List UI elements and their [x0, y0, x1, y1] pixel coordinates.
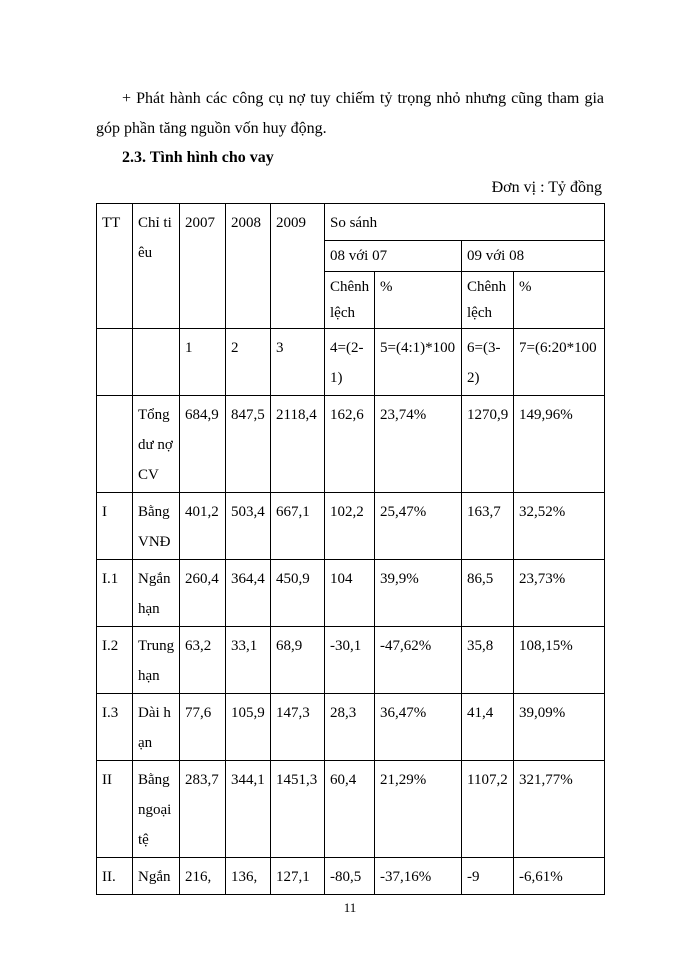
table-cell: 39,09%	[514, 694, 605, 761]
table-cell: 21,29%	[375, 761, 462, 858]
table-cell: 77,6	[180, 694, 226, 761]
table-cell: 216,	[180, 858, 226, 895]
table-cell: 260,4	[180, 560, 226, 627]
table-cell: 6=(3-2)	[462, 329, 514, 396]
table-cell: Bằng VNĐ	[133, 493, 180, 560]
table-cell: 102,2	[325, 493, 375, 560]
table-cell: 401,2	[180, 493, 226, 560]
header-percent-2: %	[514, 272, 605, 329]
table-cell: 25,47%	[375, 493, 462, 560]
table-cell: 86,5	[462, 560, 514, 627]
header-chi-tieu: Chỉ tiêu	[133, 204, 180, 329]
table-cell	[97, 329, 133, 396]
table-row	[97, 493, 605, 560]
table-cell: 32,52%	[514, 493, 605, 560]
table-cell: 63,2	[180, 627, 226, 694]
table-cell: 1270,9	[462, 396, 514, 493]
table-cell	[133, 329, 180, 396]
table-cell: 136,	[226, 858, 271, 895]
table-cell: -30,1	[325, 627, 375, 694]
table-cell: 104	[325, 560, 375, 627]
table-cell: 162,6	[325, 396, 375, 493]
table-cell: I.1	[97, 560, 133, 627]
table-cell: 2	[226, 329, 271, 396]
table-cell: 667,1	[271, 493, 325, 560]
loan-table	[96, 203, 605, 895]
table-row	[97, 694, 605, 761]
table-cell: 68,9	[271, 627, 325, 694]
table-cell: 23,73%	[514, 560, 605, 627]
header-2007: 2007	[180, 204, 226, 329]
table-cell: 108,15%	[514, 627, 605, 694]
header-09-vs-08: 09 với 08	[462, 241, 605, 272]
table-cell: I	[97, 493, 133, 560]
table-row	[97, 627, 605, 694]
table-cell: -37,16%	[375, 858, 462, 895]
table-row	[97, 396, 605, 493]
table-cell: 450,9	[271, 560, 325, 627]
table-cell: Ngắn hạn	[133, 560, 180, 627]
table-cell: 321,77%	[514, 761, 605, 858]
table-cell: 149,96%	[514, 396, 605, 493]
table-cell: Bằng ngoại tệ	[133, 761, 180, 858]
table-cell: Tổng dư nợ CV	[133, 396, 180, 493]
table-cell: 2118,4	[271, 396, 325, 493]
section-heading: 2.3. Tình hình cho vay	[122, 149, 274, 166]
table-cell: 1107,2	[462, 761, 514, 858]
table-cell: 4=(2-1)	[325, 329, 375, 396]
table-cell: 684,9	[180, 396, 226, 493]
table-cell: Trung hạn	[133, 627, 180, 694]
table-cell: 33,1	[226, 627, 271, 694]
header-chenh-lech-2: Chênh lệch	[462, 272, 514, 329]
table-row	[97, 858, 605, 895]
table-cell: Ngắn	[133, 858, 180, 895]
table-cell: -47,62%	[375, 627, 462, 694]
table-cell: 23,74%	[375, 396, 462, 493]
table-row	[97, 560, 605, 627]
table-cell: 28,3	[325, 694, 375, 761]
table-cell: II	[97, 761, 133, 858]
table-cell: 105,9	[226, 694, 271, 761]
intro-line-1: + Phát hành các công cụ nợ tuy chiếm tỷ trọng nhỏ nhưng cũng tham gia	[122, 90, 604, 107]
header-08-vs-07: 08 với 07	[325, 241, 462, 272]
table-cell: 147,3	[271, 694, 325, 761]
table-cell: 39,9%	[375, 560, 462, 627]
header-chenh-lech-1: Chênh lệch	[325, 272, 375, 329]
table-cell: 364,4	[226, 560, 271, 627]
table-cell: 1451,3	[271, 761, 325, 858]
table-cell: -80,5	[325, 858, 375, 895]
table-cell: 3	[271, 329, 325, 396]
table-cell: 41,4	[462, 694, 514, 761]
formula-row	[97, 329, 605, 396]
table-cell: -9	[462, 858, 514, 895]
table-cell: 35,8	[462, 627, 514, 694]
unit-label: Đơn vị : Tỷ đồng	[491, 179, 602, 196]
page-number: 11	[343, 900, 357, 915]
intro-line-2: góp phần tăng nguồn vốn huy động.	[96, 120, 327, 137]
table-cell: 5=(4:1)*100	[375, 329, 462, 396]
table-row	[97, 761, 605, 858]
table-cell: 7=(6:20*100	[514, 329, 605, 396]
table-cell: 36,47%	[375, 694, 462, 761]
table-cell: I.2	[97, 627, 133, 694]
table-cell: 344,1	[226, 761, 271, 858]
table-cell: 127,1	[271, 858, 325, 895]
table-cell: -6,61%	[514, 858, 605, 895]
header-2009: 2009	[271, 204, 325, 329]
intro-paragraph	[96, 84, 604, 144]
header-2008: 2008	[226, 204, 271, 329]
table-cell: 60,4	[325, 761, 375, 858]
table-cell: Dài hạn	[133, 694, 180, 761]
table-cell: II.	[97, 858, 133, 895]
header-so-sanh: So sánh	[325, 204, 605, 241]
table-cell: 283,7	[180, 761, 226, 858]
table-cell: I.3	[97, 694, 133, 761]
table-cell: 163,7	[462, 493, 514, 560]
table-cell	[97, 396, 133, 493]
table-cell: 503,4	[226, 493, 271, 560]
table-cell: 1	[180, 329, 226, 396]
header-tt: TT	[97, 204, 133, 329]
table-cell: 847,5	[226, 396, 271, 493]
header-percent-1: %	[375, 272, 462, 329]
